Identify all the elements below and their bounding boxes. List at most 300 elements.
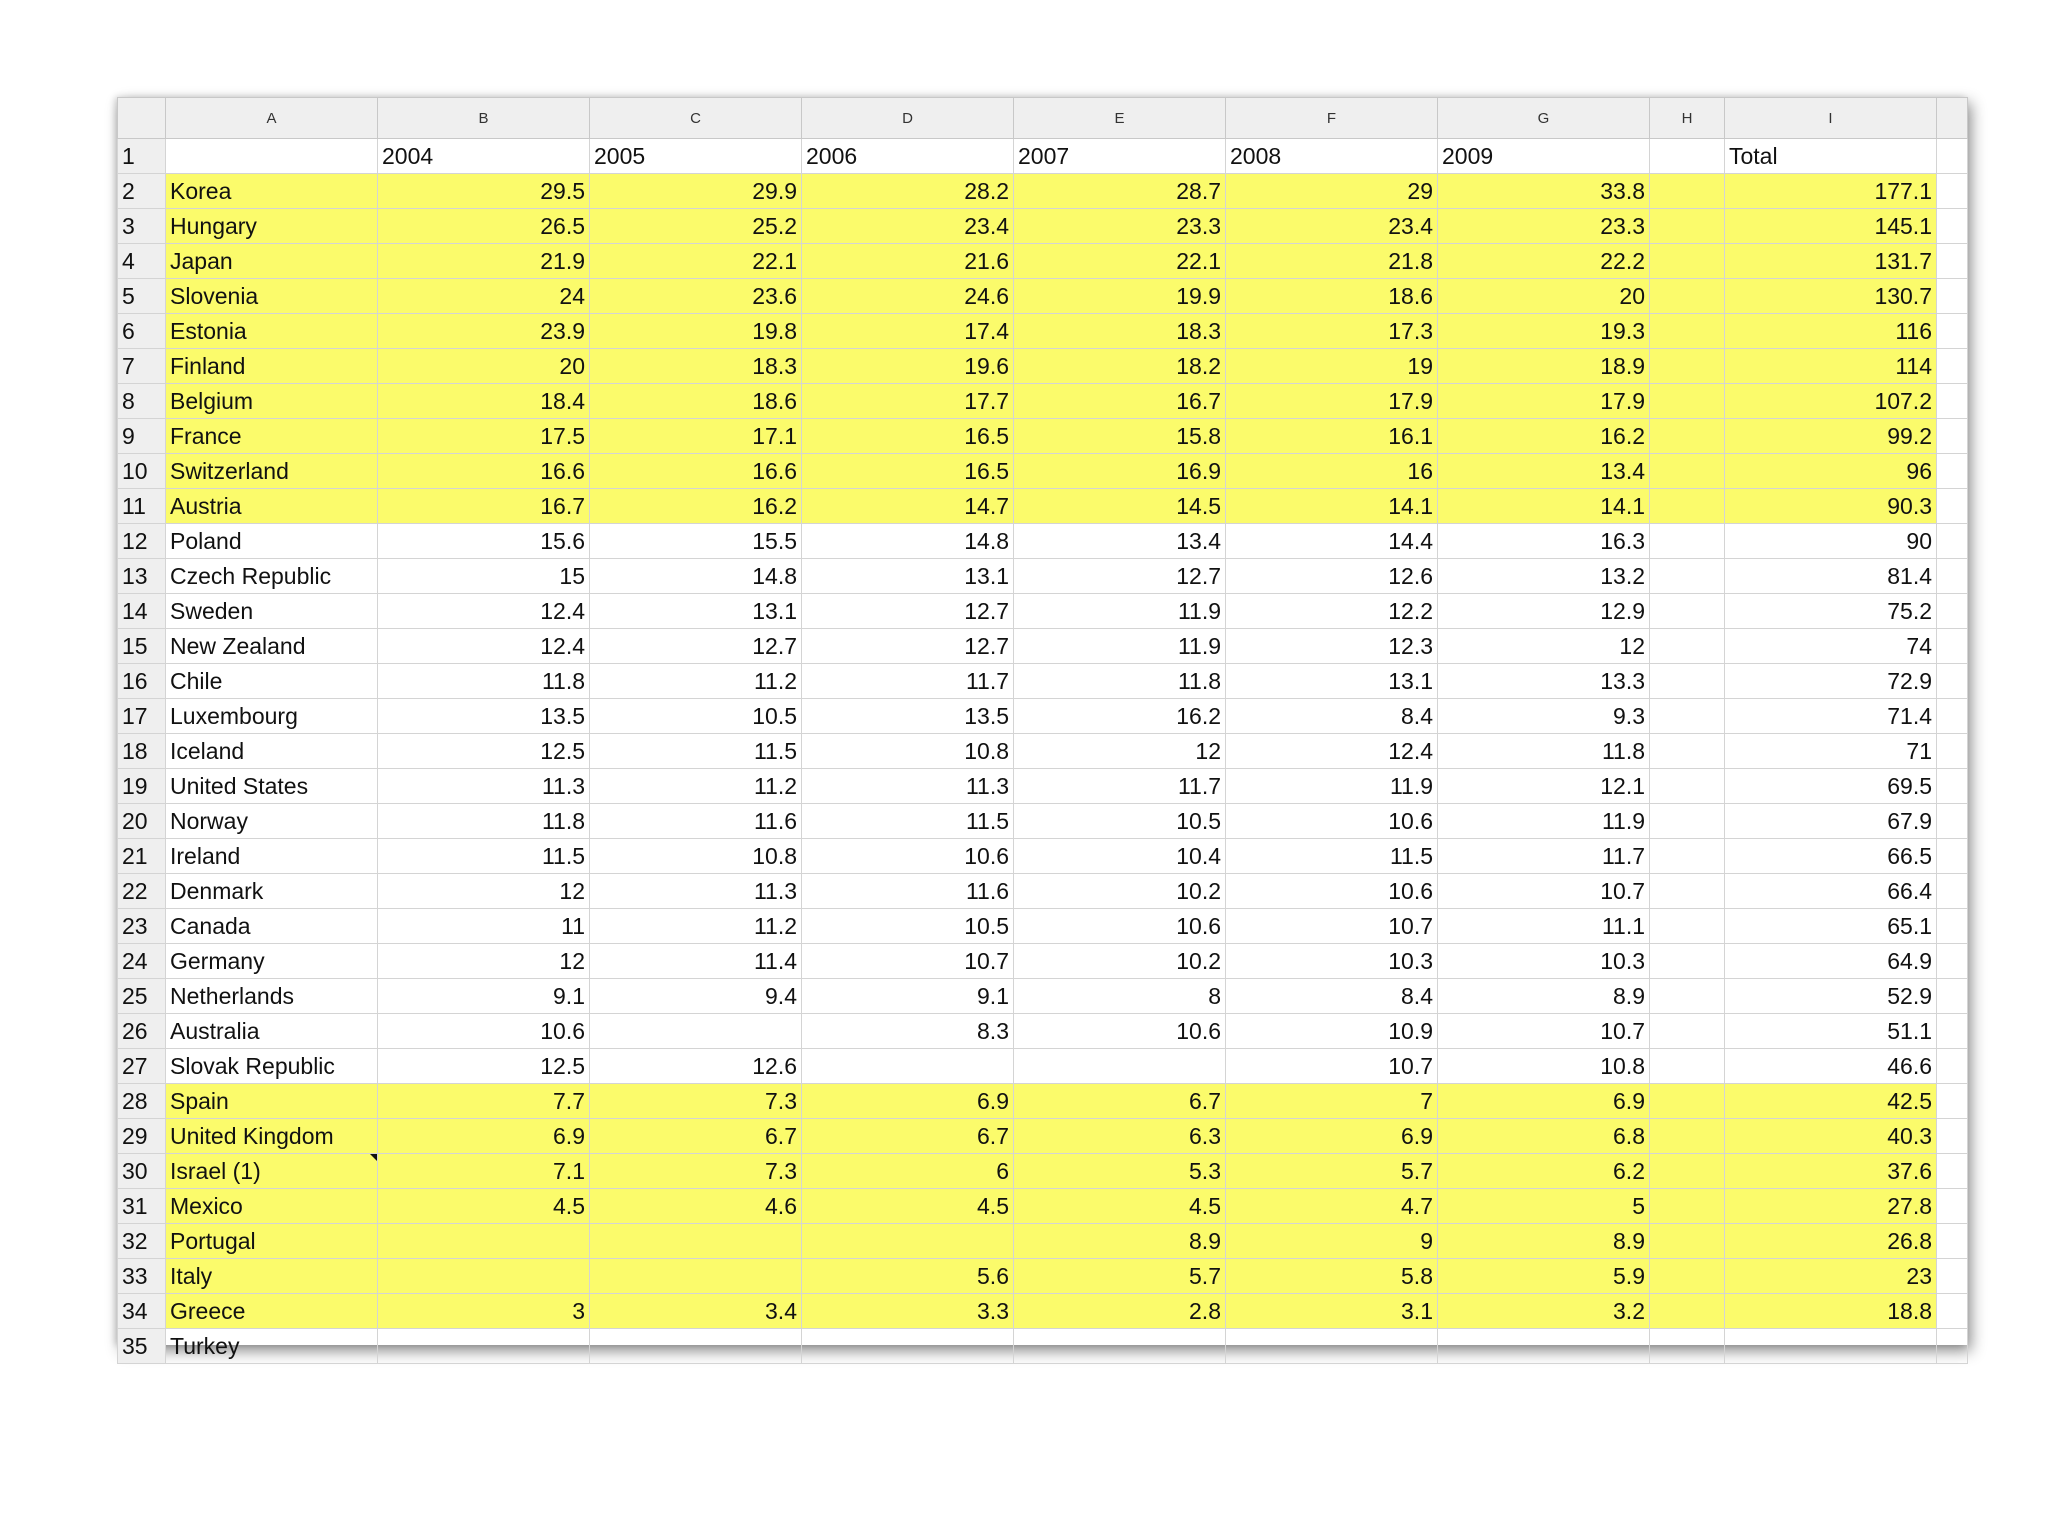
value-cell-g[interactable]: 10.7 <box>1438 874 1650 909</box>
value-cell-c[interactable]: 11.5 <box>590 734 802 769</box>
empty-cell-h[interactable] <box>1650 839 1725 874</box>
value-cell-e[interactable]: 11.7 <box>1014 769 1226 804</box>
row-number[interactable]: 2 <box>118 174 166 209</box>
country-cell[interactable]: Estonia <box>166 314 378 349</box>
empty-cell-h[interactable] <box>1650 629 1725 664</box>
select-all-corner[interactable] <box>118 98 166 139</box>
value-cell-d[interactable]: 4.5 <box>802 1189 1014 1224</box>
value-cell-f[interactable]: 16 <box>1226 454 1438 489</box>
value-cell-b[interactable]: 18.4 <box>378 384 590 419</box>
value-cell-b[interactable]: 11.8 <box>378 804 590 839</box>
value-cell-b[interactable]: 12.5 <box>378 1049 590 1084</box>
value-cell-g[interactable]: 10.7 <box>1438 1014 1650 1049</box>
total-cell[interactable]: 23 <box>1725 1259 1937 1294</box>
country-cell[interactable]: Norway <box>166 804 378 839</box>
value-cell-c[interactable]: 6.7 <box>590 1119 802 1154</box>
value-cell-g[interactable]: 13.4 <box>1438 454 1650 489</box>
row-number[interactable]: 22 <box>118 874 166 909</box>
empty-cell-h[interactable] <box>1650 944 1725 979</box>
value-cell-g[interactable]: 8.9 <box>1438 1224 1650 1259</box>
total-cell[interactable]: 67.9 <box>1725 804 1937 839</box>
column-header-i[interactable]: I <box>1725 98 1937 139</box>
country-cell[interactable]: Mexico <box>166 1189 378 1224</box>
value-cell-d[interactable]: 14.7 <box>802 489 1014 524</box>
value-cell-d[interactable]: 9.1 <box>802 979 1014 1014</box>
value-cell-e[interactable]: 10.5 <box>1014 804 1226 839</box>
total-cell[interactable]: 72.9 <box>1725 664 1937 699</box>
value-cell-d[interactable]: 6.7 <box>802 1119 1014 1154</box>
total-cell[interactable]: 90 <box>1725 524 1937 559</box>
value-cell-f[interactable]: 21.8 <box>1226 244 1438 279</box>
value-cell-f[interactable]: 13.1 <box>1226 664 1438 699</box>
value-cell-f[interactable]: 14.1 <box>1226 489 1438 524</box>
value-cell-f[interactable]: 7 <box>1226 1084 1438 1119</box>
total-cell[interactable]: 177.1 <box>1725 174 1937 209</box>
value-cell-e[interactable]: 10.6 <box>1014 1014 1226 1049</box>
empty-cell-h[interactable] <box>1650 804 1725 839</box>
value-cell-c[interactable]: 11.2 <box>590 664 802 699</box>
value-cell-b[interactable]: 11.3 <box>378 769 590 804</box>
total-cell[interactable]: 66.5 <box>1725 839 1937 874</box>
value-cell-b[interactable]: 21.9 <box>378 244 590 279</box>
row-number[interactable]: 33 <box>118 1259 166 1294</box>
country-cell[interactable]: Greece <box>166 1294 378 1329</box>
country-cell[interactable]: Slovak Republic <box>166 1049 378 1084</box>
row-number[interactable]: 28 <box>118 1084 166 1119</box>
value-cell-f[interactable]: 4.7 <box>1226 1189 1438 1224</box>
country-cell[interactable]: Luxembourg <box>166 699 378 734</box>
value-cell-d[interactable]: 17.4 <box>802 314 1014 349</box>
value-cell-b[interactable]: 4.5 <box>378 1189 590 1224</box>
row-number[interactable]: 6 <box>118 314 166 349</box>
empty-cell-h[interactable] <box>1650 419 1725 454</box>
value-cell-c[interactable]: 10.5 <box>590 699 802 734</box>
value-cell-b[interactable]: 16.7 <box>378 489 590 524</box>
total-cell[interactable]: 26.8 <box>1725 1224 1937 1259</box>
value-cell-d[interactable]: 3.3 <box>802 1294 1014 1329</box>
value-cell-g[interactable]: 8.9 <box>1438 979 1650 1014</box>
cell-i1[interactable]: Total <box>1725 139 1937 174</box>
value-cell-f[interactable]: 29 <box>1226 174 1438 209</box>
row-number[interactable]: 3 <box>118 209 166 244</box>
value-cell-c[interactable]: 11.3 <box>590 874 802 909</box>
total-cell[interactable]: 75.2 <box>1725 594 1937 629</box>
value-cell-g[interactable]: 10.3 <box>1438 944 1650 979</box>
value-cell-g[interactable]: 22.2 <box>1438 244 1650 279</box>
value-cell-b[interactable]: 23.9 <box>378 314 590 349</box>
value-cell-f[interactable]: 10.3 <box>1226 944 1438 979</box>
value-cell-e[interactable]: 6.7 <box>1014 1084 1226 1119</box>
value-cell-b[interactable]: 15 <box>378 559 590 594</box>
empty-cell-h[interactable] <box>1650 174 1725 209</box>
empty-cell-h[interactable] <box>1650 1014 1725 1049</box>
value-cell-g[interactable]: 13.2 <box>1438 559 1650 594</box>
value-cell-d[interactable] <box>802 1049 1014 1084</box>
country-cell[interactable]: Israel (1) <box>166 1154 378 1189</box>
value-cell-c[interactable]: 14.8 <box>590 559 802 594</box>
value-cell-d[interactable]: 6 <box>802 1154 1014 1189</box>
value-cell-c[interactable]: 3.4 <box>590 1294 802 1329</box>
value-cell-c[interactable]: 19.8 <box>590 314 802 349</box>
value-cell-e[interactable]: 4.5 <box>1014 1189 1226 1224</box>
total-cell[interactable]: 66.4 <box>1725 874 1937 909</box>
cell-d1[interactable]: 2006 <box>802 139 1014 174</box>
value-cell-e[interactable] <box>1014 1049 1226 1084</box>
value-cell-e[interactable]: 16.2 <box>1014 699 1226 734</box>
cell-h1[interactable] <box>1650 139 1725 174</box>
value-cell-e[interactable]: 10.6 <box>1014 909 1226 944</box>
value-cell-d[interactable]: 14.8 <box>802 524 1014 559</box>
row-number[interactable]: 14 <box>118 594 166 629</box>
total-cell[interactable]: 64.9 <box>1725 944 1937 979</box>
country-cell[interactable]: Austria <box>166 489 378 524</box>
empty-cell-h[interactable] <box>1650 1154 1725 1189</box>
empty-cell-h[interactable] <box>1650 1119 1725 1154</box>
empty-cell-h[interactable] <box>1650 524 1725 559</box>
empty-cell-h[interactable] <box>1650 734 1725 769</box>
value-cell-e[interactable] <box>1014 1329 1226 1364</box>
row-number[interactable]: 5 <box>118 279 166 314</box>
value-cell-g[interactable]: 11.1 <box>1438 909 1650 944</box>
row-number[interactable]: 35 <box>118 1329 166 1364</box>
total-cell[interactable]: 27.8 <box>1725 1189 1937 1224</box>
value-cell-f[interactable]: 12.2 <box>1226 594 1438 629</box>
empty-cell-h[interactable] <box>1650 1294 1725 1329</box>
value-cell-f[interactable]: 5.7 <box>1226 1154 1438 1189</box>
row-number[interactable]: 32 <box>118 1224 166 1259</box>
value-cell-c[interactable]: 4.6 <box>590 1189 802 1224</box>
value-cell-c[interactable]: 22.1 <box>590 244 802 279</box>
column-header-h[interactable]: H <box>1650 98 1725 139</box>
empty-cell-h[interactable] <box>1650 1189 1725 1224</box>
empty-cell-h[interactable] <box>1650 314 1725 349</box>
value-cell-d[interactable]: 11.3 <box>802 769 1014 804</box>
country-cell[interactable]: Japan <box>166 244 378 279</box>
value-cell-e[interactable]: 10.2 <box>1014 874 1226 909</box>
total-cell[interactable]: 71 <box>1725 734 1937 769</box>
value-cell-d[interactable]: 21.6 <box>802 244 1014 279</box>
value-cell-b[interactable]: 11.5 <box>378 839 590 874</box>
row-number[interactable]: 16 <box>118 664 166 699</box>
value-cell-c[interactable]: 15.5 <box>590 524 802 559</box>
value-cell-d[interactable]: 10.7 <box>802 944 1014 979</box>
value-cell-c[interactable] <box>590 1224 802 1259</box>
column-header-a[interactable]: A <box>166 98 378 139</box>
total-cell[interactable]: 116 <box>1725 314 1937 349</box>
value-cell-f[interactable]: 17.3 <box>1226 314 1438 349</box>
country-cell[interactable]: Netherlands <box>166 979 378 1014</box>
value-cell-b[interactable]: 11.8 <box>378 664 590 699</box>
row-number[interactable]: 8 <box>118 384 166 419</box>
value-cell-d[interactable]: 24.6 <box>802 279 1014 314</box>
value-cell-c[interactable]: 23.6 <box>590 279 802 314</box>
value-cell-g[interactable]: 13.3 <box>1438 664 1650 699</box>
value-cell-b[interactable]: 9.1 <box>378 979 590 1014</box>
value-cell-b[interactable] <box>378 1259 590 1294</box>
value-cell-e[interactable]: 18.3 <box>1014 314 1226 349</box>
total-cell[interactable]: 81.4 <box>1725 559 1937 594</box>
value-cell-b[interactable] <box>378 1329 590 1364</box>
value-cell-c[interactable]: 11.2 <box>590 769 802 804</box>
value-cell-c[interactable]: 13.1 <box>590 594 802 629</box>
empty-cell-h[interactable] <box>1650 1259 1725 1294</box>
row-number[interactable]: 4 <box>118 244 166 279</box>
country-cell[interactable]: Canada <box>166 909 378 944</box>
value-cell-f[interactable]: 12.4 <box>1226 734 1438 769</box>
country-cell[interactable]: Chile <box>166 664 378 699</box>
cell-a1[interactable] <box>166 139 378 174</box>
value-cell-c[interactable]: 18.6 <box>590 384 802 419</box>
country-cell[interactable]: Portugal <box>166 1224 378 1259</box>
empty-cell-h[interactable] <box>1650 1049 1725 1084</box>
value-cell-d[interactable]: 11.5 <box>802 804 1014 839</box>
value-cell-g[interactable]: 12 <box>1438 629 1650 664</box>
value-cell-b[interactable]: 20 <box>378 349 590 384</box>
total-cell[interactable]: 51.1 <box>1725 1014 1937 1049</box>
value-cell-g[interactable]: 6.9 <box>1438 1084 1650 1119</box>
total-cell[interactable]: 131.7 <box>1725 244 1937 279</box>
value-cell-b[interactable]: 6.9 <box>378 1119 590 1154</box>
value-cell-b[interactable]: 12 <box>378 944 590 979</box>
total-cell[interactable]: 90.3 <box>1725 489 1937 524</box>
value-cell-c[interactable] <box>590 1014 802 1049</box>
value-cell-f[interactable]: 23.4 <box>1226 209 1438 244</box>
value-cell-f[interactable]: 6.9 <box>1226 1119 1438 1154</box>
empty-cell-h[interactable] <box>1650 979 1725 1014</box>
value-cell-b[interactable]: 16.6 <box>378 454 590 489</box>
cell-g1[interactable]: 2009 <box>1438 139 1650 174</box>
total-cell[interactable]: 145.1 <box>1725 209 1937 244</box>
country-cell[interactable]: Ireland <box>166 839 378 874</box>
row-number[interactable]: 18 <box>118 734 166 769</box>
row-number[interactable]: 1 <box>118 139 166 174</box>
value-cell-f[interactable]: 11.9 <box>1226 769 1438 804</box>
value-cell-g[interactable]: 6.8 <box>1438 1119 1650 1154</box>
total-cell[interactable]: 42.5 <box>1725 1084 1937 1119</box>
value-cell-f[interactable]: 10.9 <box>1226 1014 1438 1049</box>
value-cell-c[interactable] <box>590 1329 802 1364</box>
value-cell-g[interactable]: 16.3 <box>1438 524 1650 559</box>
value-cell-d[interactable]: 12.7 <box>802 629 1014 664</box>
value-cell-c[interactable]: 9.4 <box>590 979 802 1014</box>
total-cell[interactable]: 114 <box>1725 349 1937 384</box>
value-cell-b[interactable]: 13.5 <box>378 699 590 734</box>
value-cell-f[interactable]: 17.9 <box>1226 384 1438 419</box>
value-cell-e[interactable]: 13.4 <box>1014 524 1226 559</box>
country-cell[interactable]: Czech Republic <box>166 559 378 594</box>
total-cell[interactable]: 74 <box>1725 629 1937 664</box>
value-cell-e[interactable]: 14.5 <box>1014 489 1226 524</box>
value-cell-e[interactable]: 11.9 <box>1014 629 1226 664</box>
country-cell[interactable]: Slovenia <box>166 279 378 314</box>
value-cell-f[interactable]: 18.6 <box>1226 279 1438 314</box>
value-cell-e[interactable]: 28.7 <box>1014 174 1226 209</box>
value-cell-d[interactable]: 17.7 <box>802 384 1014 419</box>
value-cell-e[interactable]: 15.8 <box>1014 419 1226 454</box>
value-cell-g[interactable]: 33.8 <box>1438 174 1650 209</box>
empty-cell-h[interactable] <box>1650 664 1725 699</box>
value-cell-d[interactable]: 8.3 <box>802 1014 1014 1049</box>
country-cell[interactable]: Korea <box>166 174 378 209</box>
total-cell[interactable]: 107.2 <box>1725 384 1937 419</box>
row-number[interactable]: 9 <box>118 419 166 454</box>
value-cell-e[interactable]: 16.7 <box>1014 384 1226 419</box>
value-cell-g[interactable] <box>1438 1329 1650 1364</box>
value-cell-d[interactable]: 13.5 <box>802 699 1014 734</box>
value-cell-f[interactable]: 10.6 <box>1226 804 1438 839</box>
row-number[interactable]: 12 <box>118 524 166 559</box>
value-cell-f[interactable]: 14.4 <box>1226 524 1438 559</box>
value-cell-b[interactable]: 7.7 <box>378 1084 590 1119</box>
value-cell-b[interactable] <box>378 1224 590 1259</box>
country-cell[interactable]: New Zealand <box>166 629 378 664</box>
empty-cell-h[interactable] <box>1650 279 1725 314</box>
row-number[interactable]: 20 <box>118 804 166 839</box>
value-cell-d[interactable]: 10.8 <box>802 734 1014 769</box>
value-cell-g[interactable]: 20 <box>1438 279 1650 314</box>
row-number[interactable]: 23 <box>118 909 166 944</box>
value-cell-e[interactable]: 16.9 <box>1014 454 1226 489</box>
empty-cell-h[interactable] <box>1650 559 1725 594</box>
value-cell-e[interactable]: 11.9 <box>1014 594 1226 629</box>
value-cell-g[interactable]: 3.2 <box>1438 1294 1650 1329</box>
empty-cell-h[interactable] <box>1650 489 1725 524</box>
value-cell-e[interactable]: 12.7 <box>1014 559 1226 594</box>
country-cell[interactable]: Germany <box>166 944 378 979</box>
value-cell-f[interactable]: 10.7 <box>1226 909 1438 944</box>
value-cell-b[interactable]: 12.4 <box>378 594 590 629</box>
value-cell-e[interactable]: 5.7 <box>1014 1259 1226 1294</box>
value-cell-e[interactable]: 19.9 <box>1014 279 1226 314</box>
value-cell-g[interactable]: 6.2 <box>1438 1154 1650 1189</box>
empty-cell-h[interactable] <box>1650 384 1725 419</box>
value-cell-c[interactable]: 12.7 <box>590 629 802 664</box>
row-number[interactable]: 17 <box>118 699 166 734</box>
value-cell-g[interactable]: 10.8 <box>1438 1049 1650 1084</box>
value-cell-g[interactable]: 11.8 <box>1438 734 1650 769</box>
total-cell[interactable]: 96 <box>1725 454 1937 489</box>
value-cell-f[interactable]: 8.4 <box>1226 979 1438 1014</box>
column-header-d[interactable]: D <box>802 98 1014 139</box>
row-number[interactable]: 21 <box>118 839 166 874</box>
country-cell[interactable]: France <box>166 419 378 454</box>
value-cell-g[interactable]: 14.1 <box>1438 489 1650 524</box>
total-cell[interactable]: 99.2 <box>1725 419 1937 454</box>
value-cell-c[interactable] <box>590 1259 802 1294</box>
country-cell[interactable]: United States <box>166 769 378 804</box>
value-cell-f[interactable]: 11.5 <box>1226 839 1438 874</box>
row-number[interactable]: 31 <box>118 1189 166 1224</box>
cell-b1[interactable]: 2004 <box>378 139 590 174</box>
value-cell-b[interactable]: 10.6 <box>378 1014 590 1049</box>
value-cell-b[interactable]: 29.5 <box>378 174 590 209</box>
total-cell[interactable] <box>1725 1329 1937 1364</box>
value-cell-b[interactable]: 15.6 <box>378 524 590 559</box>
value-cell-e[interactable]: 22.1 <box>1014 244 1226 279</box>
value-cell-c[interactable]: 17.1 <box>590 419 802 454</box>
value-cell-c[interactable]: 10.8 <box>590 839 802 874</box>
cell-f1[interactable]: 2008 <box>1226 139 1438 174</box>
value-cell-e[interactable]: 5.3 <box>1014 1154 1226 1189</box>
total-cell[interactable]: 46.6 <box>1725 1049 1937 1084</box>
row-number[interactable]: 7 <box>118 349 166 384</box>
value-cell-d[interactable]: 28.2 <box>802 174 1014 209</box>
value-cell-f[interactable]: 9 <box>1226 1224 1438 1259</box>
value-cell-c[interactable]: 29.9 <box>590 174 802 209</box>
value-cell-g[interactable]: 11.7 <box>1438 839 1650 874</box>
country-cell[interactable]: Australia <box>166 1014 378 1049</box>
value-cell-b[interactable]: 11 <box>378 909 590 944</box>
value-cell-g[interactable]: 12.9 <box>1438 594 1650 629</box>
value-cell-e[interactable]: 11.8 <box>1014 664 1226 699</box>
row-number[interactable]: 19 <box>118 769 166 804</box>
value-cell-e[interactable]: 6.3 <box>1014 1119 1226 1154</box>
row-number[interactable]: 30 <box>118 1154 166 1189</box>
column-header-e[interactable]: E <box>1014 98 1226 139</box>
value-cell-d[interactable] <box>802 1224 1014 1259</box>
row-number[interactable]: 29 <box>118 1119 166 1154</box>
value-cell-d[interactable]: 19.6 <box>802 349 1014 384</box>
empty-cell-h[interactable] <box>1650 769 1725 804</box>
value-cell-f[interactable]: 12.6 <box>1226 559 1438 594</box>
value-cell-e[interactable]: 10.4 <box>1014 839 1226 874</box>
value-cell-b[interactable]: 7.1 <box>378 1154 590 1189</box>
empty-cell-h[interactable] <box>1650 209 1725 244</box>
value-cell-c[interactable]: 11.2 <box>590 909 802 944</box>
value-cell-b[interactable]: 17.5 <box>378 419 590 454</box>
empty-cell-h[interactable] <box>1650 1224 1725 1259</box>
country-cell[interactable]: Belgium <box>166 384 378 419</box>
value-cell-d[interactable]: 11.7 <box>802 664 1014 699</box>
value-cell-d[interactable]: 5.6 <box>802 1259 1014 1294</box>
value-cell-g[interactable]: 11.9 <box>1438 804 1650 839</box>
row-number[interactable]: 13 <box>118 559 166 594</box>
value-cell-b[interactable]: 12.5 <box>378 734 590 769</box>
empty-cell-h[interactable] <box>1650 349 1725 384</box>
value-cell-d[interactable]: 13.1 <box>802 559 1014 594</box>
empty-cell-h[interactable] <box>1650 699 1725 734</box>
country-cell[interactable]: Denmark <box>166 874 378 909</box>
empty-cell-h[interactable] <box>1650 454 1725 489</box>
column-header-c[interactable]: C <box>590 98 802 139</box>
value-cell-c[interactable]: 18.3 <box>590 349 802 384</box>
value-cell-e[interactable]: 2.8 <box>1014 1294 1226 1329</box>
total-cell[interactable]: 37.6 <box>1725 1154 1937 1189</box>
country-cell[interactable]: Poland <box>166 524 378 559</box>
value-cell-f[interactable]: 5.8 <box>1226 1259 1438 1294</box>
total-cell[interactable]: 18.8 <box>1725 1294 1937 1329</box>
value-cell-e[interactable]: 8 <box>1014 979 1226 1014</box>
value-cell-c[interactable]: 16.2 <box>590 489 802 524</box>
value-cell-g[interactable]: 16.2 <box>1438 419 1650 454</box>
country-cell[interactable]: Finland <box>166 349 378 384</box>
value-cell-c[interactable]: 7.3 <box>590 1084 802 1119</box>
value-cell-c[interactable]: 11.6 <box>590 804 802 839</box>
empty-cell-h[interactable] <box>1650 1329 1725 1364</box>
country-cell[interactable]: Switzerland <box>166 454 378 489</box>
cell-e1[interactable]: 2007 <box>1014 139 1226 174</box>
total-cell[interactable]: 40.3 <box>1725 1119 1937 1154</box>
row-number[interactable]: 24 <box>118 944 166 979</box>
value-cell-c[interactable]: 11.4 <box>590 944 802 979</box>
value-cell-c[interactable]: 25.2 <box>590 209 802 244</box>
value-cell-d[interactable]: 16.5 <box>802 454 1014 489</box>
row-number[interactable]: 27 <box>118 1049 166 1084</box>
country-cell[interactable]: Hungary <box>166 209 378 244</box>
column-header-b[interactable]: B <box>378 98 590 139</box>
empty-cell-h[interactable] <box>1650 244 1725 279</box>
value-cell-e[interactable]: 8.9 <box>1014 1224 1226 1259</box>
